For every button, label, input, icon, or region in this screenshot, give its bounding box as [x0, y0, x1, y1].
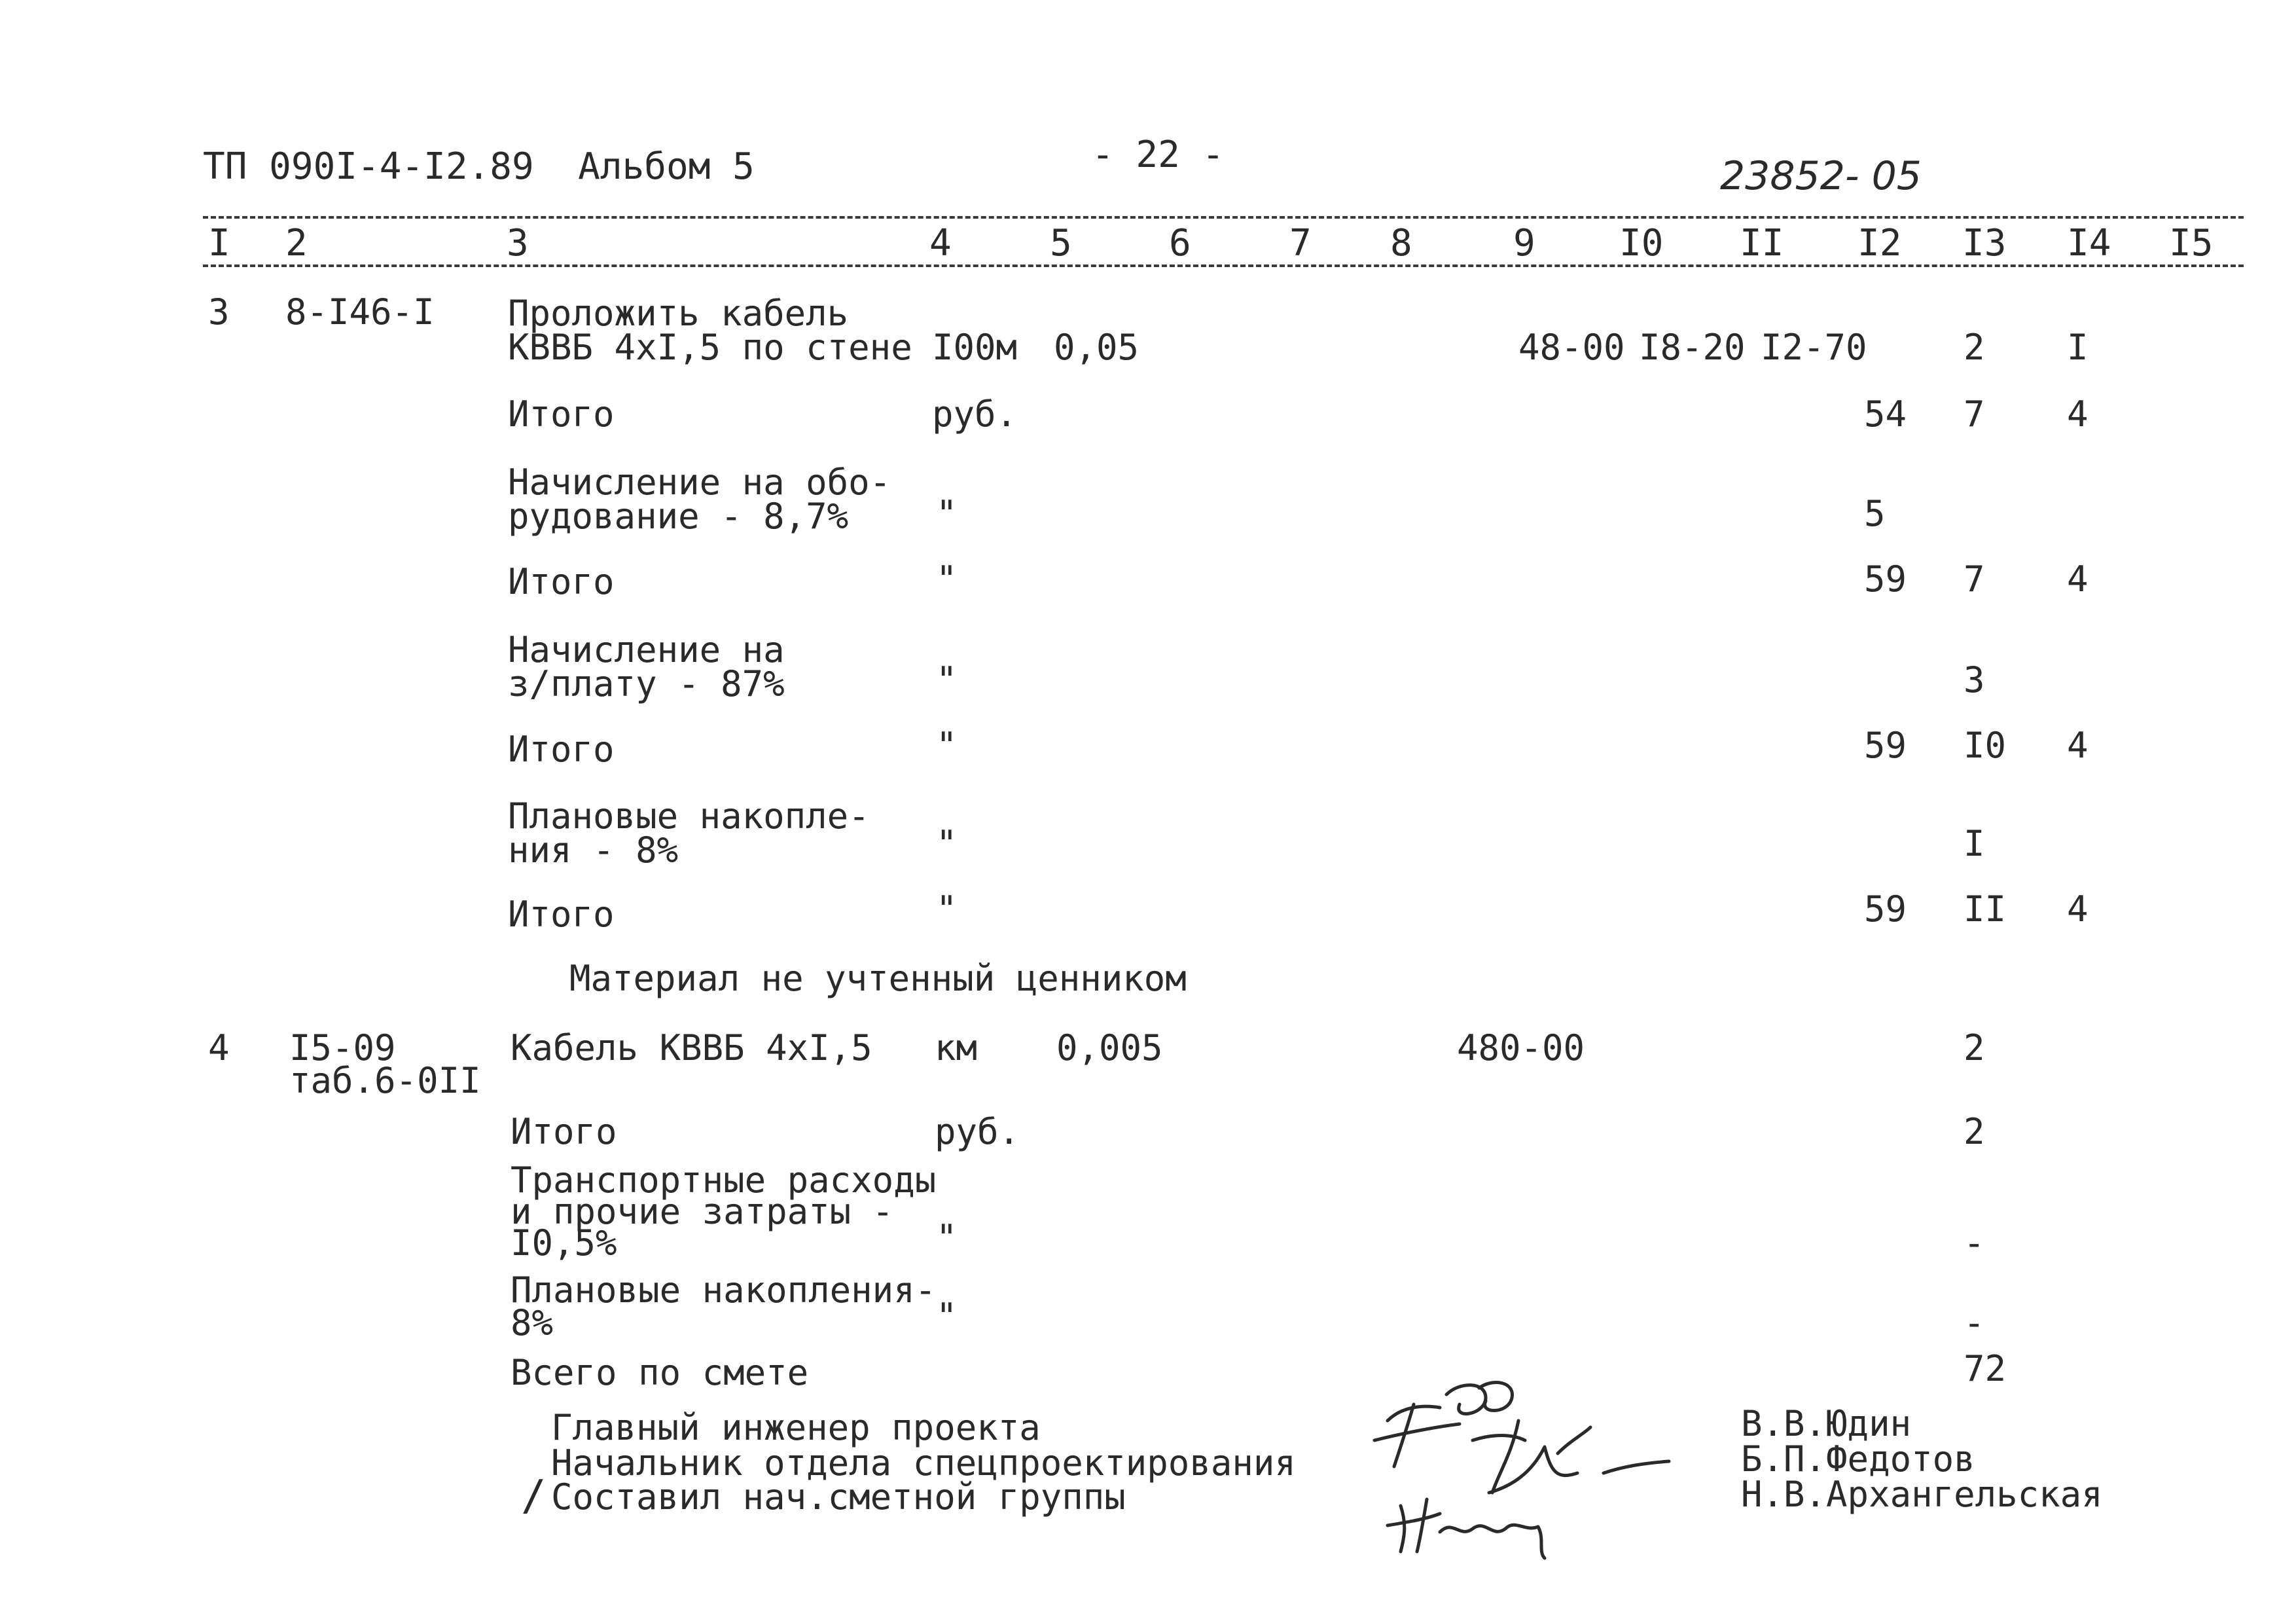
unit: " — [936, 558, 958, 600]
item-description: з/плату - 87% — [508, 663, 785, 704]
section-heading: Материал не учтенный ценником — [569, 958, 1187, 999]
signoff-name: Н.В.Архангельская — [1741, 1474, 2103, 1515]
document-reference: ТП 090I-4-I2.89 Альбом 5 — [203, 145, 755, 188]
col13-value: 7 — [1964, 393, 1985, 435]
column-number: I4 — [2067, 222, 2111, 264]
unit: руб. — [935, 1111, 1020, 1152]
grand-total-value: 72 — [1964, 1348, 2007, 1389]
signoff-role: Составил нач.сметной группы — [551, 1476, 1126, 1518]
col13-value: 2 — [1964, 1027, 1985, 1068]
rate-code: таб.6-0II — [289, 1060, 481, 1101]
item-description: 8% — [511, 1302, 554, 1343]
col9-value: 480-00 — [1457, 1027, 1585, 1068]
col13-value: 3 — [1964, 659, 1985, 701]
col14-value: I — [2067, 327, 2089, 368]
column-number: 5 — [1050, 222, 1072, 264]
quantity: 0,005 — [1056, 1027, 1163, 1068]
item-description: КВВБ 4хI,5 по стене — [508, 327, 912, 368]
column-number: 7 — [1289, 222, 1312, 264]
signoff-name: Б.П.Федотов — [1741, 1438, 1975, 1480]
col12-value: 59 — [1864, 558, 1907, 600]
col14-value: 4 — [2067, 725, 2089, 766]
unit: руб. — [932, 393, 1018, 435]
col13-value: I0 — [1964, 725, 2007, 766]
item-description: Начисление на — [508, 629, 785, 670]
header-rule-bottom — [203, 264, 2244, 267]
unit: I00м — [932, 327, 1018, 368]
column-number: I — [208, 222, 230, 264]
col13-value: - — [1964, 1302, 1985, 1343]
col13-value: II — [1964, 888, 2007, 930]
signoff-role: Начальник отдела спецпроектирования — [551, 1442, 1296, 1484]
unit: км — [935, 1027, 978, 1068]
signature-stroke — [1374, 1383, 1512, 1467]
col11-value: I2-70 — [1761, 327, 1867, 368]
unit: " — [936, 725, 958, 766]
row-number: 3 — [208, 291, 230, 333]
column-number: 4 — [929, 222, 952, 264]
item-description: Кабель КВВБ 4хI,5 — [511, 1027, 872, 1068]
rate-code: 8-I46-I — [285, 291, 435, 333]
column-number: I0 — [1619, 222, 1664, 264]
signature-stroke — [1473, 1421, 1669, 1493]
unit: " — [936, 1217, 958, 1258]
col12-value: 59 — [1864, 888, 1907, 930]
column-number: 9 — [1513, 222, 1535, 264]
inventory-stamp-number: 23852- 05 — [1720, 153, 1922, 199]
signoff-role: Главный инженер проекта — [551, 1407, 1041, 1448]
col9-value: 48-00 — [1518, 327, 1625, 368]
unit: " — [936, 888, 958, 930]
item-description: Итого — [508, 729, 615, 770]
item-description: Начисление на обо- — [508, 462, 891, 503]
col14-value: 4 — [2067, 393, 2089, 435]
item-description: рудование - 8,7% — [508, 496, 849, 537]
margin-mark: / — [521, 1472, 547, 1520]
item-description: I0,5% — [511, 1222, 617, 1264]
column-number: 2 — [285, 222, 308, 264]
col12-value: 59 — [1864, 725, 1907, 766]
item-description: и прочие затраты - — [511, 1191, 894, 1232]
col13-value: 2 — [1964, 1111, 1985, 1152]
item-description: Плановые накопления- — [511, 1269, 937, 1311]
column-number: II — [1740, 222, 1784, 264]
item-description: Итого — [508, 894, 615, 935]
col13-value: 2 — [1964, 327, 1985, 368]
col13-value: - — [1964, 1222, 1985, 1264]
col10-value: I8-20 — [1639, 327, 1746, 368]
col12-value: 5 — [1864, 493, 1886, 534]
item-description: ния - 8% — [508, 830, 679, 871]
item-description: Итого — [511, 1111, 617, 1152]
rate-code: I5-09 — [289, 1027, 396, 1068]
item-description: Транспортные расходы — [511, 1159, 937, 1201]
column-number: 6 — [1169, 222, 1191, 264]
page-number: - 22 - — [1092, 134, 1225, 176]
column-number: 3 — [507, 222, 529, 264]
column-number: I3 — [1962, 222, 2007, 264]
unit: " — [936, 493, 958, 534]
item-description: Итого — [508, 561, 615, 602]
unit: " — [936, 659, 958, 701]
column-number: I2 — [1857, 222, 1902, 264]
handwritten-signatures — [1361, 1342, 1728, 1565]
item-description: Проложить кабель — [508, 293, 849, 334]
col13-value: 7 — [1964, 558, 1985, 600]
header-rule-top — [203, 216, 2244, 219]
row-number: 4 — [208, 1027, 230, 1068]
col12-value: 54 — [1864, 393, 1907, 435]
quantity: 0,05 — [1054, 327, 1139, 368]
column-number: I5 — [2169, 222, 2214, 264]
unit: " — [936, 823, 958, 864]
signoff-name: В.В.Юдин — [1741, 1403, 1912, 1444]
item-description: Итого — [508, 393, 615, 435]
item-description: Плановые накопле- — [508, 795, 870, 837]
signature-stroke — [1388, 1499, 1545, 1558]
unit: " — [936, 1296, 958, 1337]
col13-value: I — [1964, 823, 1985, 864]
col14-value: 4 — [2067, 558, 2089, 600]
col14-value: 4 — [2067, 888, 2089, 930]
grand-total-label: Всего по смете — [511, 1352, 809, 1393]
column-number: 8 — [1390, 222, 1412, 264]
